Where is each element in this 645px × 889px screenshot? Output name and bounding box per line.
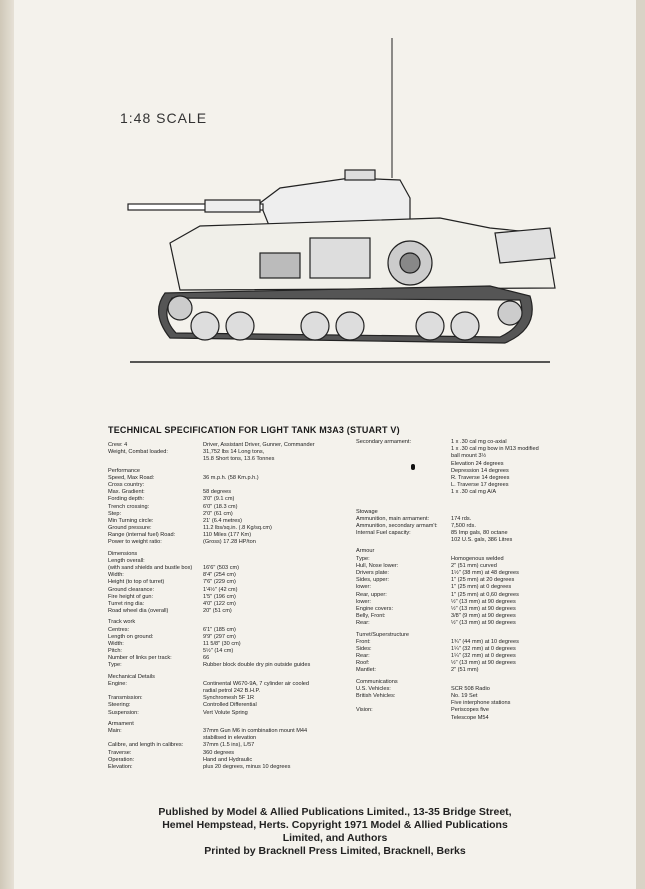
spec-row bbox=[108, 702, 358, 709]
spec-value: 2'0" (61 cm) bbox=[203, 510, 233, 517]
spec-row bbox=[108, 525, 358, 532]
spec-value: 1 x .30 cal mg bow in M13 modified bbox=[451, 446, 539, 453]
spec-row bbox=[108, 721, 358, 728]
spec-value: Elevation 24 degrees bbox=[451, 460, 504, 467]
spec-row bbox=[356, 577, 606, 584]
spec-label: Trench crossing: bbox=[108, 503, 150, 510]
spec-row bbox=[356, 516, 606, 523]
spec-label: Ground pressure: bbox=[108, 525, 152, 532]
spec-value: Continental W670-9A, 7 cylinder air cooled bbox=[203, 680, 310, 687]
spec-row bbox=[356, 468, 606, 475]
spec-row bbox=[108, 594, 358, 601]
spec-value: 9'9" (297 cm) bbox=[203, 633, 236, 640]
spec-row bbox=[108, 728, 358, 735]
spec-label: Communications bbox=[356, 678, 398, 685]
spec-row bbox=[108, 504, 358, 511]
spec-label: Power to weight ratio: bbox=[108, 539, 162, 546]
spec-label: Type: bbox=[356, 555, 370, 562]
spec-label: Length on ground: bbox=[108, 633, 154, 640]
spec-row bbox=[108, 449, 358, 456]
spec-label: Type: bbox=[108, 662, 122, 669]
spec-row bbox=[108, 518, 358, 525]
spec-value: 1" (25 mm) at 0,60 degrees bbox=[451, 591, 519, 598]
spec-value: 58 degrees bbox=[203, 489, 231, 496]
spec-label: Armour bbox=[356, 548, 375, 555]
spec-row bbox=[356, 563, 606, 570]
footer-line: Hemel Hempstead, Herts. Copyright 1971 Model & Allied Publications bbox=[162, 819, 508, 831]
spec-label: Traverse: bbox=[108, 749, 132, 756]
spec-value: ½" (13 mm) at 90 degrees bbox=[451, 620, 516, 627]
spec-label: Transmission: bbox=[108, 695, 143, 702]
spec-row bbox=[108, 587, 358, 594]
spec-value: Rubber block double dry pin outside guides bbox=[203, 662, 311, 669]
spec-value: L. Traverse 17 degrees bbox=[451, 482, 509, 489]
spec-label: Steering: bbox=[108, 702, 131, 709]
spec-row bbox=[108, 601, 358, 608]
spec-label: lower: bbox=[356, 598, 371, 605]
spec-label: Engine: bbox=[108, 680, 127, 687]
spec-value: Vert Volute Spring bbox=[203, 709, 248, 716]
spec-label: Operation: bbox=[108, 756, 135, 763]
spec-value: ½" (13 mm) at 90 degrees bbox=[451, 598, 516, 605]
spec-label: Suspension: bbox=[108, 709, 139, 716]
spec-value: SCR 508 Radio bbox=[451, 685, 490, 692]
spec-label: Road wheel dia (overall) bbox=[108, 608, 169, 615]
spec-row bbox=[108, 674, 358, 681]
spec-label: Ground clearance: bbox=[108, 586, 155, 593]
spec-value: Homogenous welded bbox=[451, 555, 504, 562]
spec-value: 37mm Gun M6 in combination mount M44 bbox=[203, 727, 308, 734]
spec-title: TECHNICAL SPECIFICATION FOR LIGHT TANK M3A3 (STUART V) bbox=[108, 425, 400, 435]
footer-line: Published by Model & Allied Publications Limited., 13-35 Bridge Street, bbox=[158, 806, 512, 818]
spec-label: Pitch: bbox=[108, 648, 122, 655]
spec-row bbox=[108, 489, 358, 496]
page-edge bbox=[0, 0, 14, 889]
spec-label: Length overall: bbox=[108, 557, 145, 564]
spec-row bbox=[108, 558, 358, 565]
spec-row bbox=[108, 695, 358, 702]
spec-row bbox=[356, 606, 606, 613]
spec-label: Mantlet: bbox=[356, 667, 376, 674]
spec-row bbox=[108, 579, 358, 586]
spec-value: plus 20 degrees, minus 10 degrees bbox=[203, 763, 291, 770]
spec-row bbox=[108, 750, 358, 757]
spec-row bbox=[356, 548, 606, 555]
spec-label: Step: bbox=[108, 510, 122, 517]
spec-row bbox=[108, 619, 358, 626]
spec-value: 1'5" (196 cm) bbox=[203, 593, 236, 600]
spec-row bbox=[108, 482, 358, 489]
spec-label: Elevation: bbox=[108, 763, 133, 770]
spec-row bbox=[356, 584, 606, 591]
spec-value: ball mount 3½ bbox=[451, 453, 487, 460]
spec-label: Secondary armament: bbox=[356, 439, 412, 445]
spec-label: Sides: bbox=[356, 645, 372, 652]
spec-value: 3'0" (9.1 cm) bbox=[203, 496, 235, 503]
spec-row bbox=[356, 482, 606, 489]
spec-label: (with sand shields and bustle box) bbox=[108, 565, 193, 571]
spec-label: Range (internal fuel) Road: bbox=[108, 532, 176, 539]
spec-value: 1" (25 mm) at 0 degrees bbox=[451, 584, 512, 591]
spec-row bbox=[356, 660, 606, 667]
spec-row bbox=[108, 468, 358, 475]
spec-value: 3/8" (9 mm) at 90 degrees bbox=[451, 613, 516, 620]
spec-value: 360 degrees bbox=[203, 749, 235, 756]
spec-value: 102 U.S. gals, 386 Litres bbox=[451, 537, 513, 544]
spec-row bbox=[356, 537, 606, 544]
spec-value: Five interphone stations bbox=[451, 700, 511, 707]
spec-row bbox=[356, 453, 606, 460]
spec-row bbox=[356, 489, 606, 496]
spec-value: 4'0" (122 cm) bbox=[203, 600, 236, 607]
spec-row bbox=[108, 627, 358, 634]
spec-label: Ammunition, main armament: bbox=[356, 515, 430, 522]
spec-row bbox=[108, 551, 358, 558]
spec-label: Sides, upper: bbox=[356, 577, 389, 584]
footer-line: Limited, and Authors bbox=[282, 832, 388, 844]
spec-label: Centres: bbox=[108, 626, 130, 633]
spec-value: 2" (51 mm) bbox=[451, 667, 479, 674]
spec-value: stabilised in elevation bbox=[203, 735, 257, 742]
footer-line: Printed by Bracknell Press Limited, Bracknell, Berks bbox=[204, 845, 466, 857]
spec-label: Track work bbox=[108, 619, 136, 626]
spec-value: 31,752 lbs 14 Long tons, bbox=[203, 449, 265, 456]
spec-value: 15.8 Short tons, 13.6 Tonnes bbox=[203, 456, 275, 463]
spec-label: Weight, Combat loaded: bbox=[108, 449, 168, 456]
spec-label: Max. Gradient: bbox=[108, 489, 145, 496]
spec-label: U.S. Vehicles: bbox=[356, 685, 391, 692]
spec-label: Width: bbox=[108, 572, 124, 579]
spec-row bbox=[356, 707, 606, 714]
tank-cutaway-drawing bbox=[110, 28, 610, 368]
spec-value: 1 x .30 cal mg co-axial bbox=[451, 439, 507, 445]
spec-label: Min Turning circle: bbox=[108, 517, 154, 524]
spec-label: Stowage bbox=[356, 508, 378, 515]
spec-row bbox=[356, 679, 606, 686]
spec-row bbox=[108, 496, 358, 503]
spec-label: British Vehicles: bbox=[356, 693, 396, 699]
spec-row bbox=[356, 475, 606, 482]
spec-row bbox=[356, 599, 606, 606]
spec-value: 1'4½" (42 cm) bbox=[203, 586, 238, 593]
spec-value: 66 bbox=[203, 655, 210, 662]
spec-row bbox=[108, 539, 358, 546]
spec-value: ½" (13 mm) at 90 degrees bbox=[451, 605, 516, 612]
spec-row bbox=[356, 715, 606, 722]
spec-row bbox=[108, 710, 358, 717]
spec-value: 16'6" (503 cm) bbox=[203, 565, 240, 571]
spec-row bbox=[108, 764, 358, 771]
spec-label: Fire height of gun: bbox=[108, 593, 154, 600]
spec-row bbox=[108, 757, 358, 764]
spec-row bbox=[356, 556, 606, 563]
spec-row bbox=[108, 608, 358, 615]
spec-value: ½" (13 mm) at 90 degrees bbox=[451, 660, 516, 667]
spec-value: 11.2 lbs/sq.in. (.8 Kg/sq.cm) bbox=[203, 525, 272, 532]
spec-label: Speed, Max Road: bbox=[108, 474, 155, 481]
spec-label: Number of links per track: bbox=[108, 655, 172, 662]
spec-value: 1¼" (32 mm) at 0 degrees bbox=[451, 653, 516, 660]
spec-row bbox=[356, 439, 606, 446]
spec-row bbox=[108, 511, 358, 518]
spec-label: Width: bbox=[108, 640, 124, 647]
spec-value: (Gross) 17.28 HP/ton bbox=[203, 539, 256, 546]
spec-row bbox=[108, 456, 358, 463]
spec-label: Hull, Nose lower: bbox=[356, 562, 399, 569]
spec-value: Hand and Hydraulic bbox=[203, 756, 253, 763]
spec-row bbox=[356, 620, 606, 627]
spec-row bbox=[356, 461, 606, 468]
spec-row bbox=[356, 592, 606, 599]
spec-label: Ammunition, secondary armam't: bbox=[356, 522, 438, 529]
spec-value: 11 5/8" (30 cm) bbox=[203, 640, 241, 647]
publisher-footer bbox=[120, 806, 550, 858]
spec-value: radial petrol 242 B.H.P. bbox=[203, 688, 261, 694]
spec-label: Roof: bbox=[356, 660, 370, 667]
spec-label: Internal Fuel capacity: bbox=[356, 530, 411, 537]
spec-left-column bbox=[108, 442, 358, 771]
spec-value: 6'1" (185 cm) bbox=[203, 626, 236, 633]
scale-label: 1:48 SCALE bbox=[120, 110, 208, 126]
spec-value: 36 m.p.h. (58 Km.p.h.) bbox=[203, 474, 259, 481]
spec-label: Calibre, and length in calibres: bbox=[108, 742, 184, 749]
spec-value: 1¼" (32 mm) at 0 degrees bbox=[451, 645, 516, 652]
spec-value: 2" (51 mm) curved bbox=[451, 562, 497, 569]
spec-row bbox=[108, 475, 358, 482]
spec-label: Belly, Front: bbox=[356, 613, 386, 620]
spec-row bbox=[356, 700, 606, 707]
spec-label: Dimensions bbox=[108, 550, 138, 557]
spec-value: 7'6" (229 cm) bbox=[203, 579, 236, 586]
spec-value: Driver, Assistant Driver, Gunner, Commander bbox=[203, 442, 315, 448]
spec-row bbox=[108, 442, 358, 449]
spec-row bbox=[108, 735, 358, 742]
spec-label: Front: bbox=[356, 638, 371, 645]
spec-label: Cross country: bbox=[108, 481, 145, 488]
spec-label: Main: bbox=[108, 727, 122, 734]
spec-row bbox=[356, 570, 606, 577]
spec-value: Controlled Differential bbox=[203, 702, 257, 709]
spec-value: 6'0" (18.3 cm) bbox=[203, 503, 238, 510]
spec-label: Engine covers: bbox=[356, 605, 394, 612]
spec-value: Depression 14 degrees bbox=[451, 467, 509, 474]
spec-label: Crew: 4 bbox=[108, 442, 128, 448]
spec-row bbox=[356, 667, 606, 674]
spec-value: 37mm (1.5 ins), L/57 bbox=[203, 742, 255, 749]
spec-label: Rear, upper: bbox=[356, 591, 387, 598]
spec-row bbox=[108, 655, 358, 662]
spec-row bbox=[356, 523, 606, 530]
spec-label: Turret ring dia: bbox=[108, 600, 145, 607]
spec-value: Telescope M54 bbox=[451, 714, 489, 721]
spec-label: Vision: bbox=[356, 707, 373, 714]
spec-label: Drivers plate: bbox=[356, 570, 389, 576]
spec-row bbox=[108, 572, 358, 579]
spec-row bbox=[108, 742, 358, 749]
spec-row bbox=[356, 509, 606, 516]
spec-row bbox=[356, 693, 606, 700]
spec-label: Rear: bbox=[356, 620, 370, 627]
spec-row bbox=[108, 648, 358, 655]
spec-label: lower: bbox=[356, 584, 371, 591]
spec-value: 1½" (38 mm) at 48 degrees bbox=[451, 570, 519, 576]
spec-row bbox=[108, 634, 358, 641]
spec-label: Height (to top of turret) bbox=[108, 579, 165, 586]
spec-value: 174 rds. bbox=[451, 515, 472, 522]
spec-value: 85 Imp gals, 80 octane bbox=[451, 530, 508, 537]
spec-row bbox=[356, 639, 606, 646]
spec-label: Mechanical Details bbox=[108, 673, 155, 680]
spec-value: 110 Miles (177 Km) bbox=[203, 532, 252, 539]
spec-row bbox=[108, 688, 358, 695]
spec-value: 20" (51 cm) bbox=[203, 608, 232, 615]
ink-mark bbox=[411, 464, 415, 470]
spec-value: 7,500 rds. bbox=[451, 522, 476, 529]
spec-row bbox=[108, 641, 358, 648]
spec-value: 5½" (14 cm) bbox=[203, 648, 234, 655]
spec-value: 1¾" (44 mm) at 10 degrees bbox=[451, 638, 519, 645]
spec-label: Rear: bbox=[356, 653, 370, 660]
spec-row bbox=[108, 565, 358, 572]
spec-row bbox=[108, 662, 358, 669]
spec-value: R. Traverse 14 degrees bbox=[451, 474, 510, 481]
spec-value: 21' (6.4 metres) bbox=[203, 517, 242, 524]
spec-row bbox=[356, 646, 606, 653]
spec-value: 1" (25 mm) at 20 degrees bbox=[451, 577, 515, 584]
spec-label: Armament bbox=[108, 720, 134, 727]
spec-value: Periscopes five bbox=[451, 707, 489, 714]
spec-row bbox=[108, 532, 358, 539]
spec-label: Fording depth: bbox=[108, 496, 145, 503]
spec-label: Performance bbox=[108, 467, 141, 474]
spec-row bbox=[356, 530, 606, 537]
spec-value: Synchromesh 5F 1R bbox=[203, 695, 254, 702]
spec-row bbox=[356, 686, 606, 693]
spec-row bbox=[108, 681, 358, 688]
spec-label: Turret/Superstructure bbox=[356, 631, 409, 638]
spec-value: 8'4" (254 cm) bbox=[203, 572, 236, 579]
spec-right-column bbox=[356, 439, 606, 722]
spec-value: No. 19 Set bbox=[451, 693, 478, 699]
spec-row bbox=[356, 632, 606, 639]
spec-value: 1 x .30 cal mg A/A bbox=[451, 489, 497, 496]
